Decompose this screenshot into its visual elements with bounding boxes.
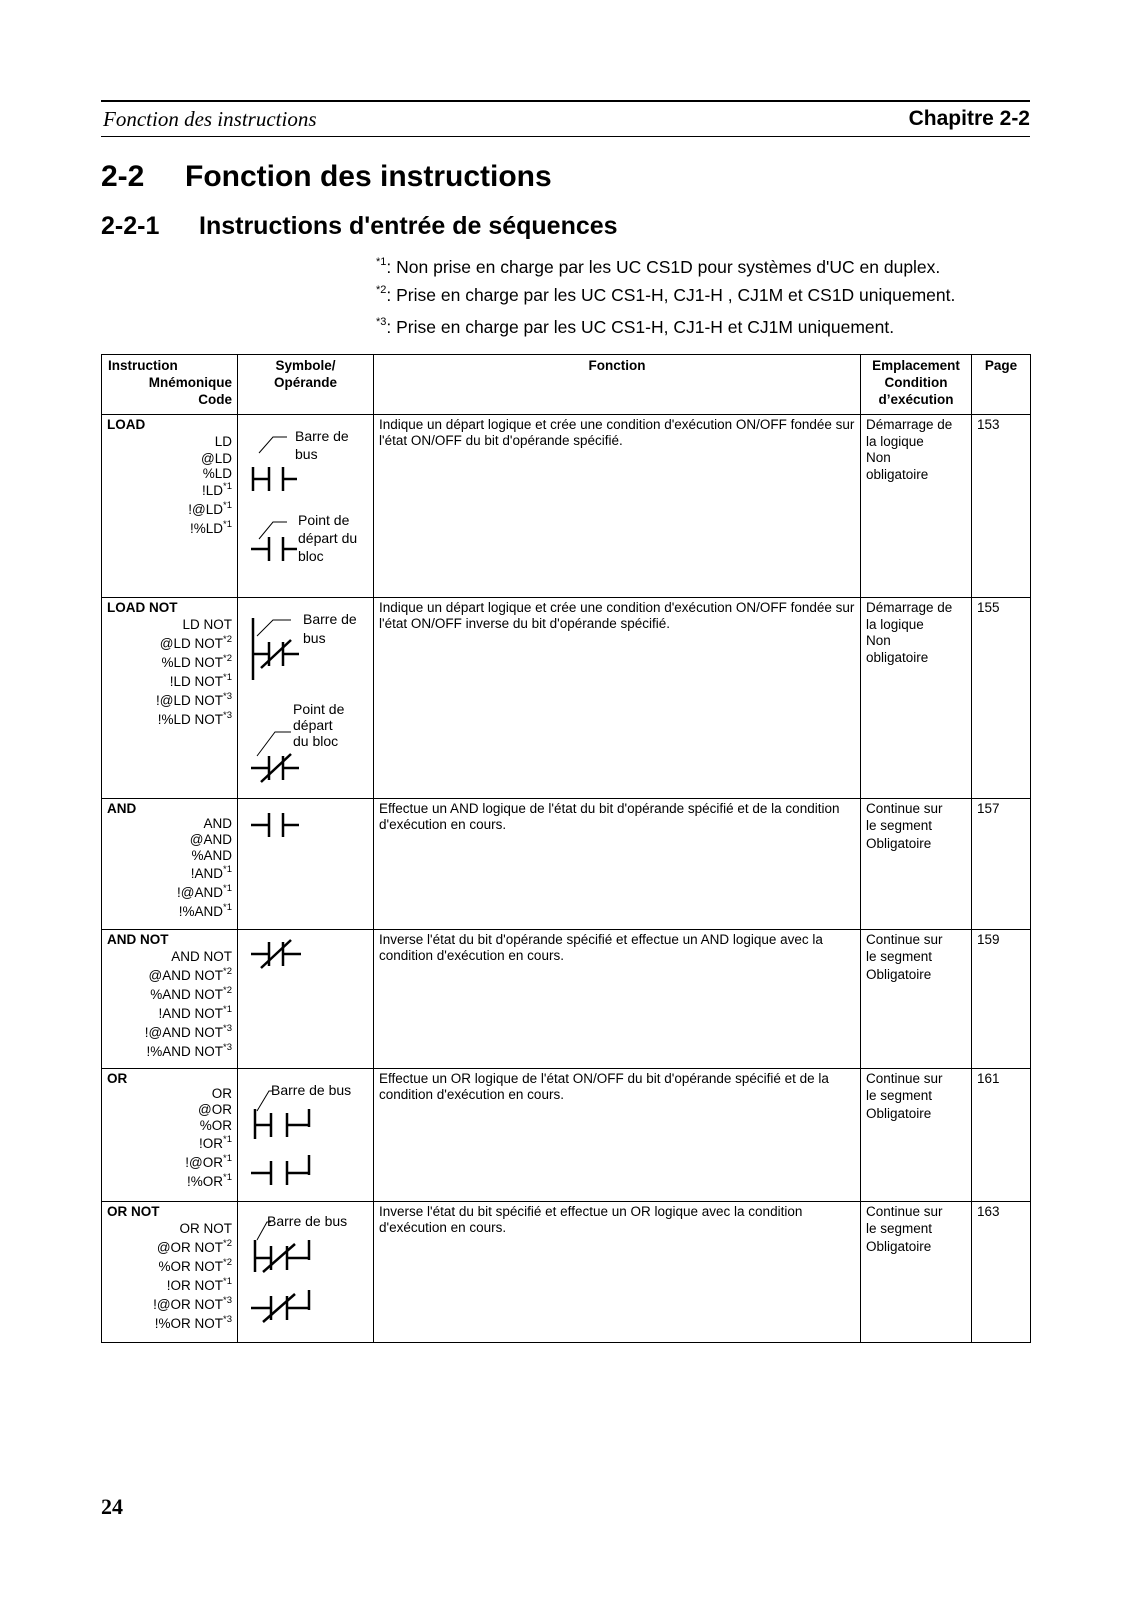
mnemonic: !%OR$^{*1}$ xyxy=(187,1172,232,1189)
instruction-cell xyxy=(102,799,238,930)
mnemonic: !%AND$^{*1}$ xyxy=(178,902,232,919)
mnemonic: !@LD$^{*1}$ xyxy=(188,500,232,517)
condition-text: obligatoire xyxy=(866,649,929,665)
header-bottom-rule xyxy=(101,136,1030,137)
function-cell: Indique un départ logique et crée une condition d'exécution ON/OFF fondée sur l'état ON/OFF du bit d'opérande spécifié. xyxy=(374,415,861,598)
mnemonic: OR NOT xyxy=(179,1221,232,1236)
bus-bar-label: Barre de xyxy=(303,611,357,627)
location-text: le segment xyxy=(866,817,933,833)
header-location xyxy=(861,355,972,415)
location-text: la logique xyxy=(866,433,924,449)
condition-text: Obligatoire xyxy=(866,1239,932,1254)
block-start-label: départ du xyxy=(298,530,358,546)
running-header-title: Fonction des instructions xyxy=(103,107,317,131)
header-function: Fonction xyxy=(374,355,861,415)
table-row xyxy=(102,1069,1031,1202)
location-text: Continue sur xyxy=(866,1071,943,1086)
mnemonic: %AND NOT$^{*2}$ xyxy=(150,985,232,1002)
symbol-cell xyxy=(238,1202,374,1343)
footnote-text: : Prise en charge par les UC CS1-H, CJ1-H , CJ1M et CS1D uniquement. xyxy=(386,285,956,305)
table-header-row xyxy=(102,355,1031,415)
symbol-cell xyxy=(238,1069,374,1202)
mnemonic: OR xyxy=(211,1086,232,1101)
table-row xyxy=(102,1202,1031,1343)
header-mnemonic-label: Mnémonique xyxy=(148,375,232,390)
instruction-name: OR xyxy=(107,1071,128,1086)
section-title: Fonction des instructions xyxy=(185,160,552,193)
location-text: Continue sur xyxy=(866,801,943,816)
mnemonic: !%OR NOT$^{*3}$ xyxy=(154,1314,232,1331)
page-number: 24 xyxy=(101,1494,123,1519)
function-cell: Effectue un AND logique de l'état du bit d'opérande spécifié et de la condition d'exécution en cours. xyxy=(374,799,861,930)
mnemonic: !%LD$^{*1}$ xyxy=(190,519,232,536)
load-contact-symbol xyxy=(243,417,377,595)
instruction-name: LOAD xyxy=(107,417,146,432)
function-cell: Effectue un OR logique de l'état ON/OFF du bit d'opérande spécifié et de la condition d'exécution en cours. xyxy=(374,1069,861,1202)
load-not-contact-symbol xyxy=(243,600,377,796)
mnemonic: !@OR$^{*1}$ xyxy=(185,1153,232,1170)
mnemonic: !%AND NOT$^{*3}$ xyxy=(146,1042,232,1059)
section-heading xyxy=(101,160,552,194)
mnemonic: LD xyxy=(214,434,232,449)
mnemonic: !@AND$^{*1}$ xyxy=(177,883,232,900)
subsection-number: 2-2-1 xyxy=(101,212,160,240)
mnemonic: @LD xyxy=(201,451,232,466)
location-text: le segment xyxy=(866,948,933,964)
header-condition-label: Condition xyxy=(884,375,948,390)
header-symbol xyxy=(238,355,374,415)
function-cell: Inverse l'état du bit d'opérande spécifié et effectue un AND logique avec la condition d'exécution en cours. xyxy=(374,930,861,1069)
mnemonic: %AND xyxy=(191,848,232,863)
condition-text: Obligatoire xyxy=(866,967,932,982)
mnemonic: %LD xyxy=(202,466,232,481)
condition-text: Obligatoire xyxy=(866,1106,932,1121)
footnote-mark: *1 xyxy=(376,256,387,268)
and-contact-symbol xyxy=(243,801,377,927)
location-cell xyxy=(861,1202,972,1343)
location-text: Continue sur xyxy=(866,1204,943,1219)
header-top-rule xyxy=(101,100,1030,102)
instruction-cell xyxy=(102,930,238,1069)
mnemonic: @OR NOT$^{*2}$ xyxy=(156,1238,232,1255)
mnemonic: !AND$^{*1}$ xyxy=(190,864,232,881)
mnemonic: @AND xyxy=(189,832,232,847)
symbol-cell xyxy=(238,930,374,1069)
location-text: Démarrage de xyxy=(866,417,953,432)
location-text: Démarrage de xyxy=(866,600,953,615)
location-cell xyxy=(861,415,972,598)
footnote-mark: *2 xyxy=(376,284,387,296)
bus-bar-label: Barre de bus xyxy=(267,1213,348,1229)
and-not-contact-symbol xyxy=(243,932,377,1066)
header-execution-label: d’exécution xyxy=(878,392,954,407)
instruction-name: OR NOT xyxy=(107,1204,160,1219)
mnemonic: LD NOT xyxy=(182,617,232,632)
instruction-cell xyxy=(102,598,238,799)
page-cell: 157 xyxy=(972,799,1031,930)
condition-text: obligatoire xyxy=(866,466,929,482)
location-cell xyxy=(861,598,972,799)
header-symbol-label: Symbole/ xyxy=(275,358,336,373)
instruction-cell xyxy=(102,1069,238,1202)
table-row xyxy=(102,598,1031,799)
or-not-contact-symbol xyxy=(243,1204,377,1340)
location-text: le segment xyxy=(866,1087,933,1103)
page-cell: 155 xyxy=(972,598,1031,799)
mnemonic: !@LD NOT$^{*3}$ xyxy=(156,691,232,708)
location-cell xyxy=(861,930,972,1069)
instruction-cell xyxy=(102,1202,238,1343)
instruction-cell xyxy=(102,415,238,598)
location-text: le segment xyxy=(866,1220,933,1236)
block-start-label: du bloc xyxy=(293,733,339,749)
header-code-label: Code xyxy=(198,392,232,407)
condition-text: Obligatoire xyxy=(866,836,932,851)
header-instruction-label: Instruction xyxy=(108,358,178,373)
footnote xyxy=(376,256,940,278)
header-page: Page xyxy=(972,355,1031,415)
or-contact-symbol xyxy=(243,1071,377,1199)
header-instruction xyxy=(102,355,238,415)
section-number: 2-2 xyxy=(101,160,145,193)
footnote-mark: *3 xyxy=(376,316,387,328)
function-cell: Indique un départ logique et crée une condition d'exécution ON/OFF fondée sur l'état ON/OFF inverse du bit d'opérande spécifié. xyxy=(374,598,861,799)
mnemonic: !OR NOT$^{*1}$ xyxy=(166,1276,232,1293)
block-start-label: bloc xyxy=(298,548,324,564)
location-text: la logique xyxy=(866,616,924,632)
mnemonic: %OR xyxy=(199,1118,232,1133)
instruction-name: AND NOT xyxy=(107,932,169,947)
instruction-name: AND xyxy=(107,801,137,816)
subsection-heading xyxy=(101,212,618,241)
mnemonic: @LD NOT$^{*2}$ xyxy=(159,634,232,651)
mnemonic: !AND NOT$^{*1}$ xyxy=(158,1004,232,1021)
mnemonic: !LD NOT$^{*1}$ xyxy=(169,672,232,689)
running-header-chapter: Chapitre 2-2 xyxy=(908,107,1030,130)
mnemonic: %OR NOT$^{*2}$ xyxy=(158,1257,232,1274)
condition-text: Non xyxy=(866,633,891,648)
page-cell: 163 xyxy=(972,1202,1031,1343)
mnemonic: AND NOT xyxy=(171,949,232,964)
mnemonic: %LD NOT$^{*2}$ xyxy=(161,653,232,670)
block-start-label: Point de xyxy=(298,512,350,528)
mnemonic: @AND NOT$^{*2}$ xyxy=(148,966,232,983)
mnemonic: @OR xyxy=(198,1102,232,1117)
instruction-table xyxy=(101,354,1031,1343)
footnote xyxy=(376,284,955,306)
instruction-name: LOAD NOT xyxy=(107,600,178,615)
symbol-cell xyxy=(238,799,374,930)
symbol-cell xyxy=(238,415,374,598)
bus-bar-label: Barre de bus xyxy=(271,1082,352,1098)
mnemonic: !@OR NOT$^{*3}$ xyxy=(153,1295,232,1312)
table-row xyxy=(102,930,1031,1069)
location-cell xyxy=(861,1069,972,1202)
header-operand-label: Opérande xyxy=(273,375,338,390)
subsection-title: Instructions d'entrée de séquences xyxy=(199,212,618,240)
symbol-cell xyxy=(238,598,374,799)
block-start-label: départ xyxy=(293,717,333,733)
mnemonic: !LD$^{*1}$ xyxy=(202,481,232,498)
mnemonic: AND xyxy=(203,816,232,831)
table-row xyxy=(102,799,1031,930)
condition-text: Non xyxy=(866,450,891,465)
page-cell: 159 xyxy=(972,930,1031,1069)
page-cell: 161 xyxy=(972,1069,1031,1202)
function-cell: Inverse l'état du bit spécifié et effectue un OR logique avec la condition d'exécution en cours. xyxy=(374,1202,861,1343)
page-cell: 153 xyxy=(972,415,1031,598)
footnote-text: : Non prise en charge par les UC CS1D pour systèmes d'UC en duplex. xyxy=(386,257,941,277)
bus-bar-label: bus xyxy=(303,630,326,646)
header-location-label: Emplacement xyxy=(872,358,960,373)
bus-bar-label: Barre de xyxy=(295,428,349,444)
bus-bar-label: bus xyxy=(295,446,318,462)
mnemonic: !%LD NOT$^{*3}$ xyxy=(157,710,232,727)
location-text: Continue sur xyxy=(866,932,943,947)
block-start-label: Point de xyxy=(293,701,345,717)
mnemonic: !OR$^{*1}$ xyxy=(199,1134,232,1151)
mnemonic: !@AND NOT$^{*3}$ xyxy=(144,1023,232,1040)
location-cell xyxy=(861,799,972,930)
footnote xyxy=(376,316,894,338)
table-row xyxy=(102,415,1031,598)
footnote-text: : Prise en charge par les UC CS1-H, CJ1-H et CJ1M uniquement. xyxy=(386,317,895,337)
